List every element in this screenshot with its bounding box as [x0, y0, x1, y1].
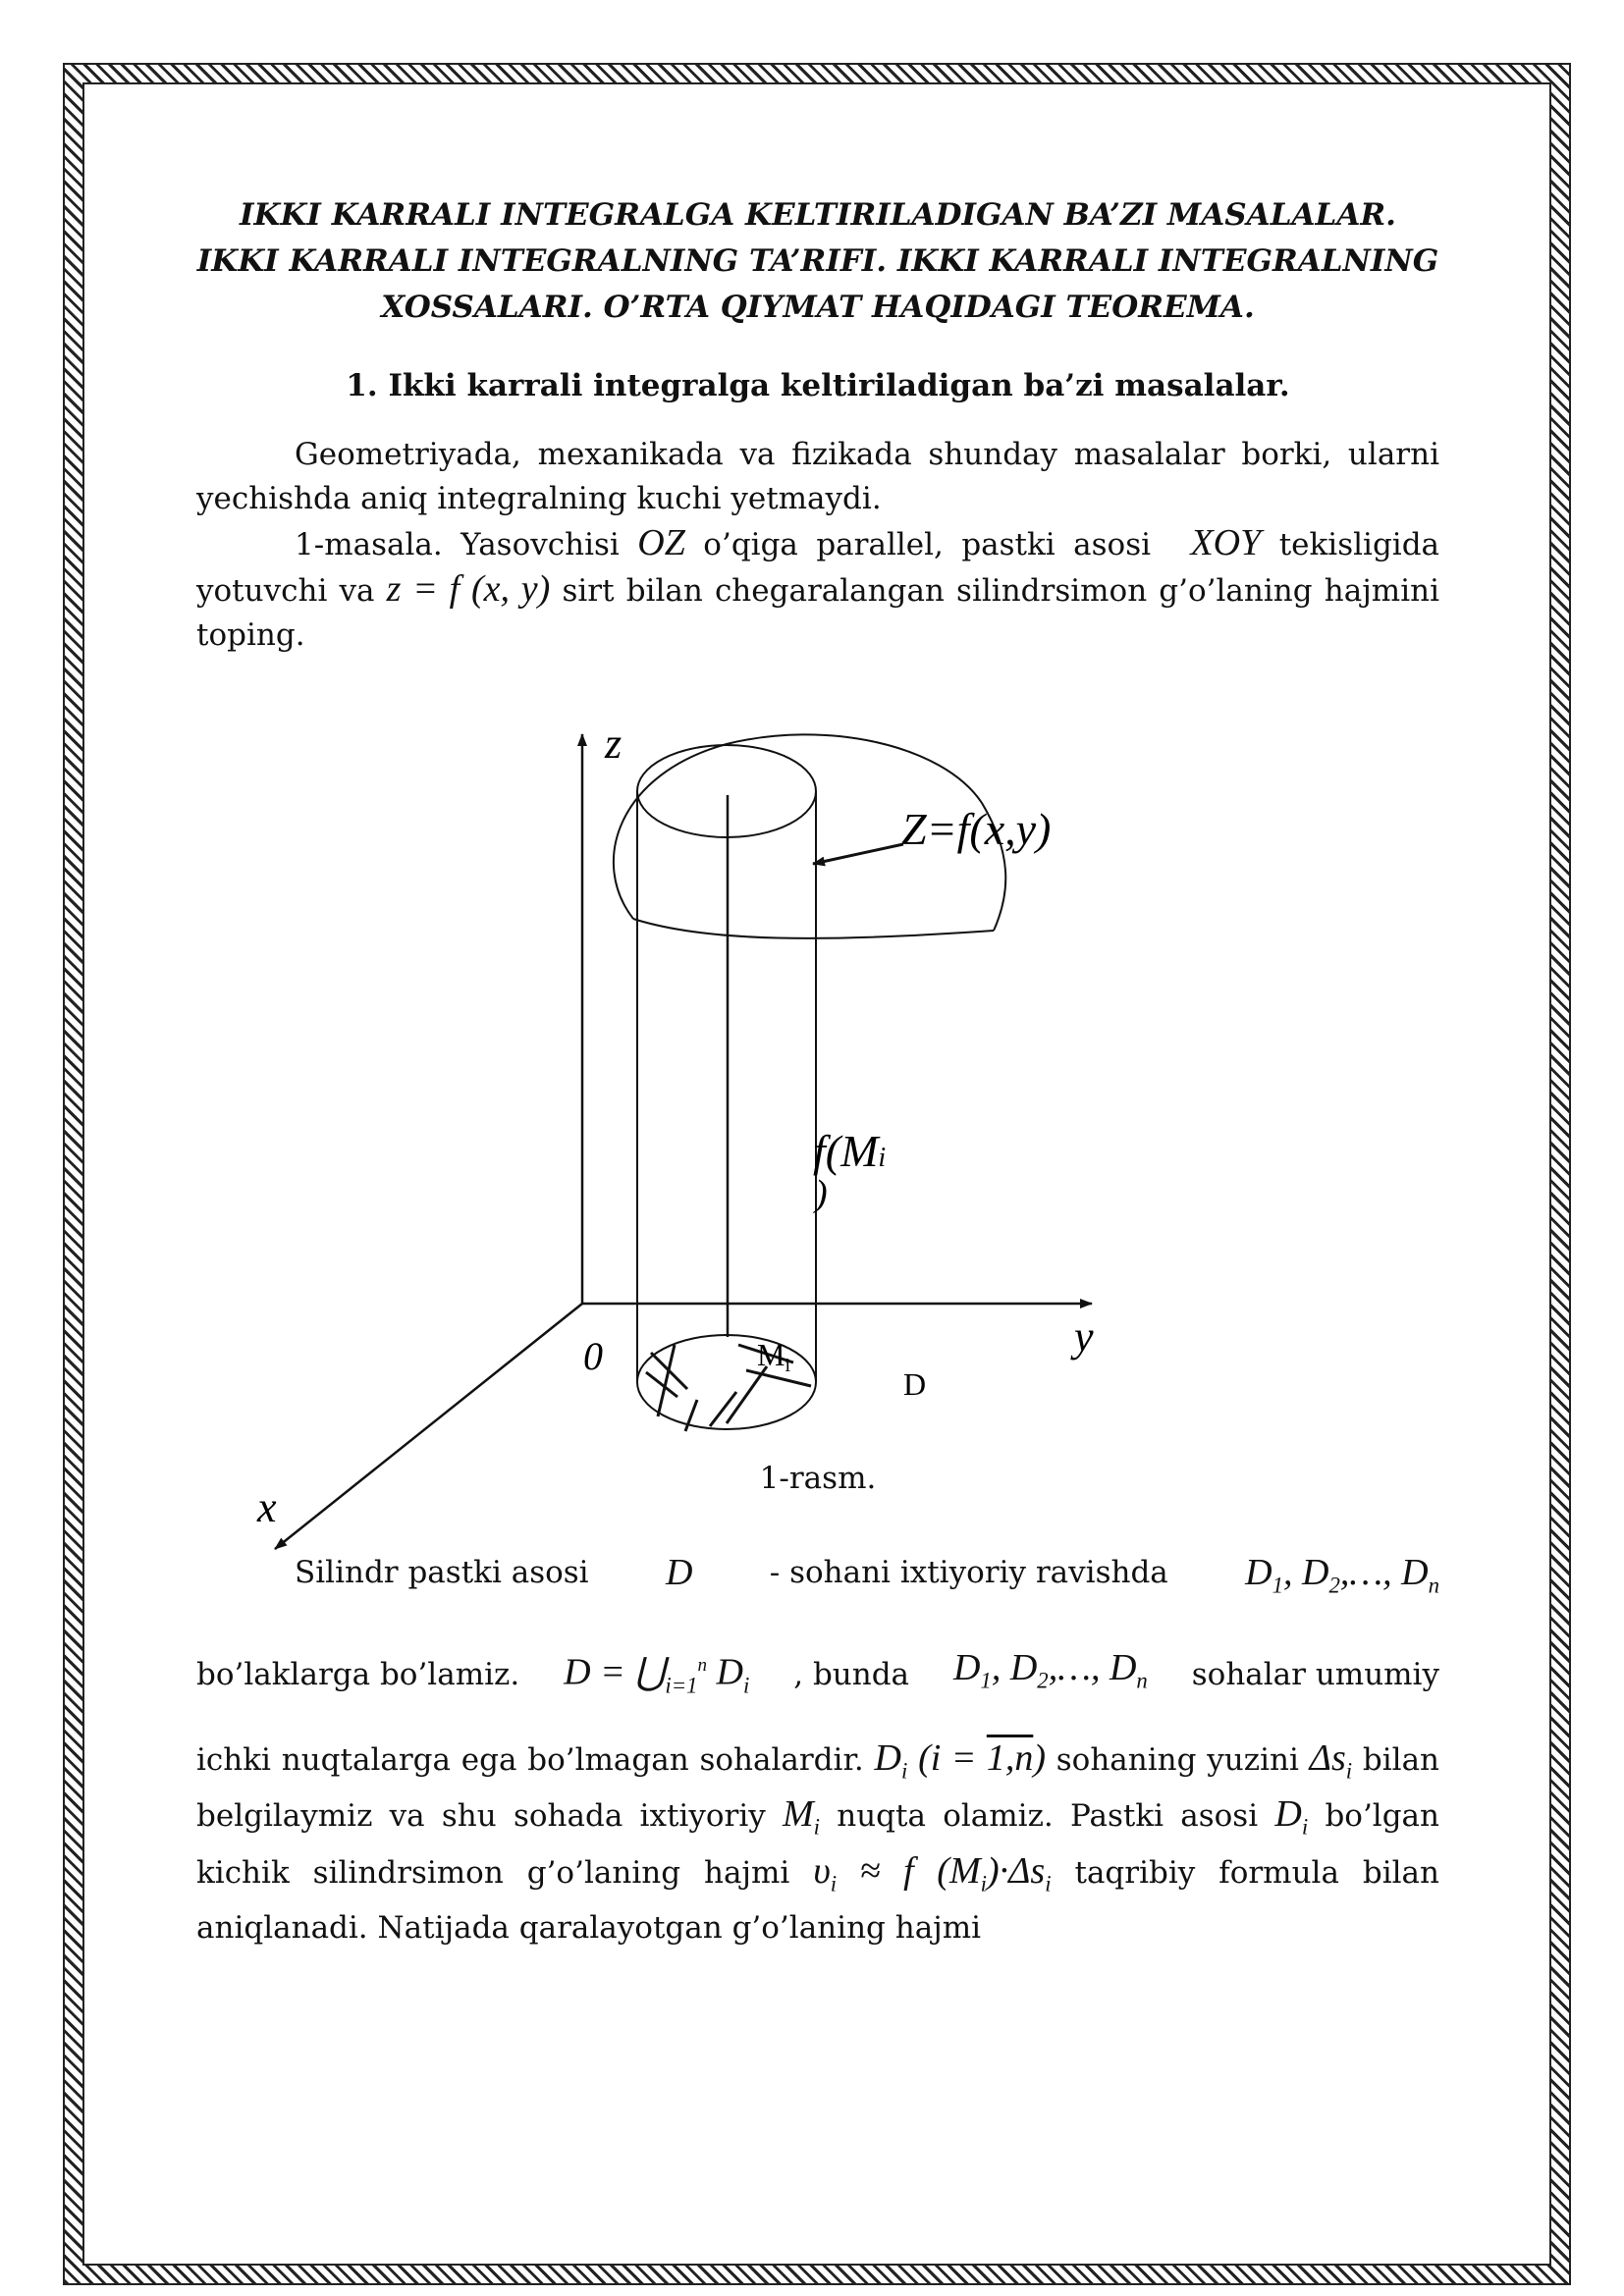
surface-lower-curve — [633, 919, 994, 938]
height-label: f(Mi — [813, 1126, 887, 1176]
problem-text-3: tekisligida yotuvchi va — [196, 527, 1440, 609]
math-surface: z = f (x, y) — [386, 568, 551, 610]
paragraph-intro: Geometriyada, mexanikada va fizikada shunday masalalar borki, ularni yechishda aniq integralning kuchi yetmaydi. — [196, 437, 1439, 516]
math-delta-s: $\Delta s_i$ — [1309, 1736, 1353, 1784]
domain-label: D — [903, 1366, 927, 1402]
partition-text-1: Silindr pastki asosi — [295, 1555, 589, 1590]
math-di: $D_i$ — [874, 1736, 908, 1784]
problem-text-1: 1-masala. Yasovchisi — [295, 527, 620, 562]
math-d-sequence-2: $D_1$, $D_2,\dots$, $D_n$ — [952, 1647, 1148, 1694]
y-axis-label: y — [1074, 1312, 1094, 1361]
math-volume-approx: $\upsilon_i \approx f$ $(M_i)\cdot\Delta s_i$ — [813, 1850, 1052, 1896]
problem-text-4: sirt bilan chegaralangan silindrsimon g’o’laning hajmini toping. — [196, 573, 1439, 653]
math-mi: $M_i$ — [783, 1793, 820, 1841]
partition-line-2 — [196, 1643, 1439, 1707]
partition-line-3: ichki nuqtalarga ega bo’lmagan sohalardir. $D_i$ (i = 1,n) sohaning yuzini $\Delta s_i$ bilan belgilaymiz va shu sohada ixtiyoriy $M_i$ nuqta olamiz. Pastki asosi $D_i$ bo’lgan kichik silindrsimon g’o’laning hajmi $\upsilon_i \approx f$ $(M_i)\cdot\Delta s_i$ taqribiy formula bilan aniqlanadi. Natijada qaralayotgan g’o’laning hajmi — [196, 1736, 1440, 1946]
document-body — [196, 192, 1439, 1950]
partition-text-10: taqribiy formula bilan aniqlanadi. Natijada qaralayotgan g’o’laning hajmi — [196, 1855, 1439, 1946]
partition-text-8: nuqta olamiz. Pastki asosi — [837, 1798, 1259, 1835]
surface-label: Z=f(x,y) — [901, 804, 1052, 854]
height-label-close: ) — [815, 1173, 828, 1214]
math-xoy: XOY — [1190, 522, 1262, 563]
math-d-sequence: $D_1$, $D_2,\dots$, $D_n$ — [1245, 1552, 1439, 1598]
point-label: Mi — [757, 1337, 791, 1376]
x-axis — [275, 1304, 582, 1549]
x-axis-label: x — [257, 1483, 277, 1531]
partition-text-4: , bunda — [793, 1656, 910, 1692]
document-title: IKKI KARRALI INTEGRALGA KELTIRILADIGAN BA’ZI MASALALAR. IKKI KARRALI INTEGRALNING TA’RIFI. IKKI KARRALI INTEGRALNING XOSSALARI. O’RTA QIYMAT HAQIDAGI TEOREMA. — [196, 197, 1439, 325]
partition-text-3: bo’laklarga bo’lamiz. — [196, 1656, 520, 1692]
partition-line-1 — [196, 1551, 1439, 1608]
partition-text-5a: sohalar umumiy — [1191, 1656, 1439, 1692]
partition-text-9: bo’lgan kichik silindrsimon g’o’laning hajmi — [196, 1798, 1440, 1892]
figure-caption: 1-rasm. — [759, 1461, 877, 1496]
paragraph-problem — [196, 521, 1439, 658]
z-axis-label: z — [605, 720, 623, 768]
math-di-2: $D_i$ — [1274, 1793, 1309, 1841]
partition-text-7: bilan belgilaymiz va shu sohada ixtiyoriy — [196, 1741, 1440, 1835]
math-d: D — [665, 1552, 693, 1593]
section-heading: 1. Ikki karrali integralga keltiriladigan ba’zi masalalar. — [346, 368, 1290, 403]
partition-text-6: sohaning yuzini — [1056, 1741, 1299, 1778]
origin-label: 0 — [583, 1334, 603, 1378]
problem-text-2: o’qiga parallel, pastki asosi — [703, 527, 1152, 562]
math-oz: OZ — [637, 522, 685, 563]
math-union: $D = ⋃_{i=1}^n$ $D_i$ — [564, 1651, 750, 1697]
partition-text-2: - sohani ixtiyoriy ravishda — [769, 1555, 1168, 1590]
paragraph-partition — [196, 1551, 1439, 1950]
math-index-range: (i = 1,n) — [918, 1736, 1046, 1779]
surface-pointer-arrow — [813, 844, 903, 864]
